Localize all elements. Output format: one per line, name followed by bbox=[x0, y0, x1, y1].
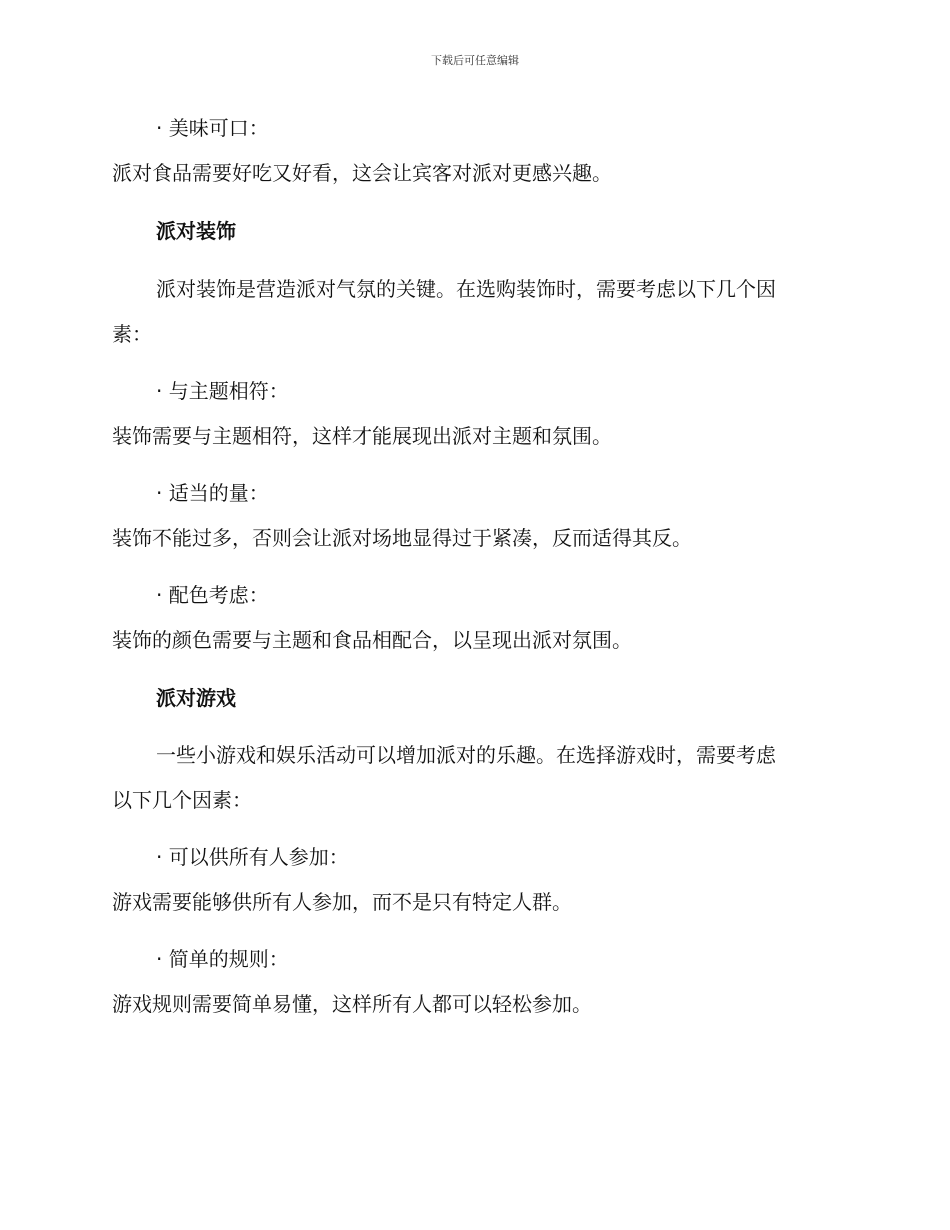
paragraph-continuation: 以下几个因素： bbox=[112, 788, 252, 812]
paragraph: 一些小游戏和娱乐活动可以增加派对的乐趣。在选择游戏时，需要考虑 bbox=[156, 743, 776, 767]
bullet-match-theme: · 与主题相符： bbox=[156, 379, 289, 403]
bullet-everyone-can-join: · 可以供所有人参加： bbox=[156, 845, 349, 869]
paragraph: 派对装饰是营造派对气氛的关键。在选购装饰时，需要考虑以下几个因 bbox=[156, 277, 776, 301]
paragraph: 装饰的颜色需要与主题和食品相配合，以呈现出派对氛围。 bbox=[112, 628, 632, 652]
page-header: 下载后可任意编辑 bbox=[431, 54, 519, 67]
bullet-right-amount: · 适当的量： bbox=[156, 481, 269, 505]
bullet-simple-rules: · 简单的规则： bbox=[156, 947, 289, 971]
section-heading-decoration: 派对装饰 bbox=[156, 219, 236, 243]
paragraph: 派对食品需要好吃又好看，这会让宾客对派对更感兴趣。 bbox=[112, 161, 612, 185]
section-heading-games: 派对游戏 bbox=[156, 686, 236, 710]
paragraph: 装饰不能过多，否则会让派对场地显得过于紧凑，反而适得其反。 bbox=[112, 526, 692, 550]
paragraph: 游戏需要能够供所有人参加，而不是只有特定人群。 bbox=[112, 890, 572, 914]
paragraph-continuation: 素： bbox=[112, 322, 152, 346]
bullet-color-scheme: · 配色考虑： bbox=[156, 583, 269, 607]
paragraph: 游戏规则需要简单易懂，这样所有人都可以轻松参加。 bbox=[112, 992, 592, 1016]
paragraph: 装饰需要与主题相符，这样才能展现出派对主题和氛围。 bbox=[112, 424, 612, 448]
bullet-delicious: · 美味可口： bbox=[156, 116, 269, 140]
